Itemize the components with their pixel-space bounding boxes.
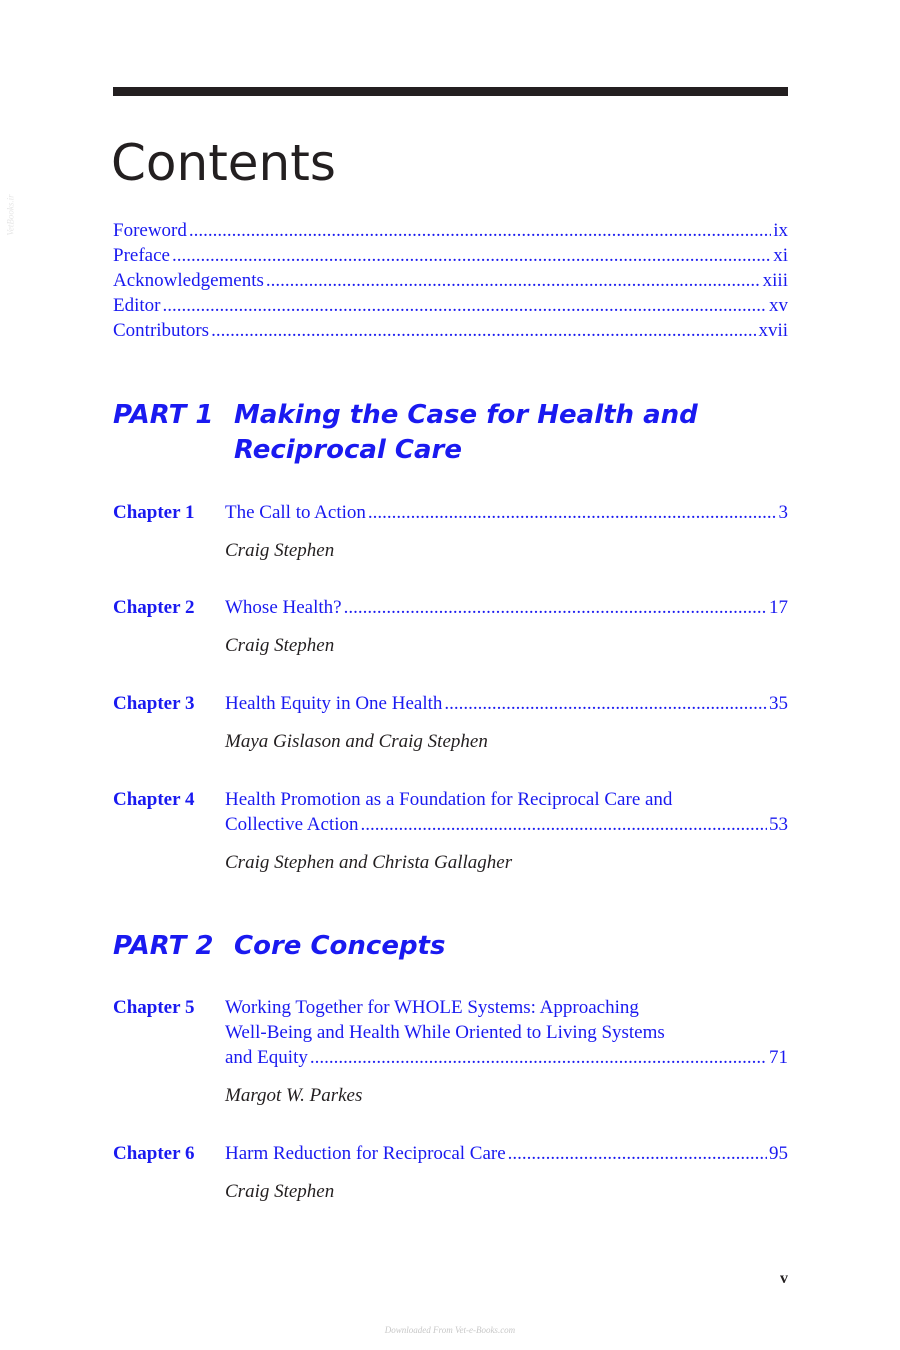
toc-entry-preface[interactable] bbox=[113, 243, 788, 268]
chapter-title: The Call to Action bbox=[225, 502, 366, 523]
dot-leader bbox=[368, 500, 777, 525]
chapter-title-line: Well-Being and Health While Oriented to Living Systems bbox=[225, 1022, 665, 1043]
part-heading-2[interactable] bbox=[113, 929, 788, 964]
part-label: PART 2 bbox=[113, 931, 214, 961]
chapter-entry-1[interactable] bbox=[113, 500, 788, 563]
toc-entry-label: Preface bbox=[113, 245, 170, 266]
chapter-title-line bbox=[225, 1141, 788, 1166]
part-label: PART 1 bbox=[113, 400, 214, 430]
chapter-title-line bbox=[225, 691, 788, 716]
toc-entry-label: Contributors bbox=[113, 320, 210, 341]
chapter-label: Chapter 2 bbox=[113, 597, 195, 618]
front-matter-list bbox=[113, 218, 788, 343]
toc-entry-editor[interactable] bbox=[113, 293, 788, 318]
chapter-page-number: 17 bbox=[769, 597, 788, 618]
chapter-authors: Craig Stephen bbox=[225, 540, 335, 561]
chapter-authors: Craig Stephen and Christa Gallagher bbox=[225, 852, 513, 873]
dot-leader bbox=[444, 691, 767, 716]
chapter-page-number: 71 bbox=[769, 1047, 788, 1068]
chapter-label: Chapter 5 bbox=[113, 997, 195, 1018]
page-folio: v bbox=[780, 1270, 788, 1287]
chapter-page-number: 53 bbox=[769, 814, 788, 835]
chapter-entry-3[interactable] bbox=[113, 691, 788, 754]
chapter-entry-2[interactable] bbox=[113, 595, 788, 658]
chapter-authors: Maya Gislason and Craig Stephen bbox=[225, 731, 488, 752]
dot-leader bbox=[266, 268, 761, 293]
toc-page-number: xvii bbox=[758, 320, 788, 341]
header-rule bbox=[113, 87, 788, 96]
chapter-label: Chapter 4 bbox=[113, 789, 195, 810]
toc-entry-acknowledgements[interactable] bbox=[113, 268, 788, 293]
toc-entry-label: Editor bbox=[113, 295, 161, 316]
toc-page-number: xiii bbox=[762, 270, 788, 291]
dot-leader bbox=[310, 1045, 767, 1070]
chapter-title-line bbox=[225, 595, 788, 620]
toc-page-number: ix bbox=[773, 220, 788, 241]
bottom-watermark: Downloaded From Vet-e-Books.com bbox=[384, 1325, 516, 1335]
chapter-title-line bbox=[225, 812, 788, 837]
chapter-title-line: Health Promotion as a Foundation for Reciprocal Care and bbox=[225, 789, 673, 810]
chapter-title: and Equity bbox=[225, 1047, 308, 1068]
chapter-title-line bbox=[225, 1045, 788, 1070]
chapter-title: Collective Action bbox=[225, 814, 359, 835]
page-title: Contents bbox=[111, 134, 336, 192]
chapter-title: Harm Reduction for Reciprocal Care bbox=[225, 1143, 506, 1164]
chapter-entry-4[interactable] bbox=[113, 787, 788, 875]
dot-leader bbox=[508, 1141, 767, 1166]
chapter-entry-5[interactable] bbox=[113, 995, 788, 1108]
chapter-title: Health Equity in One Health bbox=[225, 693, 443, 714]
chapter-label: Chapter 1 bbox=[113, 502, 195, 523]
part-title-line: Reciprocal Care bbox=[234, 435, 462, 465]
chapter-authors: Craig Stephen bbox=[225, 1181, 335, 1202]
toc-entry-foreword[interactable] bbox=[113, 218, 788, 243]
chapter-authors: Margot W. Parkes bbox=[225, 1085, 363, 1106]
part-title-line: Core Concepts bbox=[234, 931, 446, 961]
toc-entry-contributors[interactable] bbox=[113, 318, 788, 343]
part-title-line: Making the Case for Health and bbox=[234, 400, 698, 430]
dot-leader bbox=[344, 595, 767, 620]
chapter-page-number: 35 bbox=[769, 693, 788, 714]
chapter-label: Chapter 6 bbox=[113, 1143, 195, 1164]
dot-leader bbox=[361, 812, 767, 837]
dot-leader bbox=[189, 218, 771, 243]
chapter-page-number: 95 bbox=[769, 1143, 788, 1164]
chapter-entry-6[interactable] bbox=[113, 1141, 788, 1204]
chapter-title-line bbox=[225, 500, 788, 525]
toc-page-number: xi bbox=[773, 245, 788, 266]
chapter-authors: Craig Stephen bbox=[225, 635, 335, 656]
chapter-label: Chapter 3 bbox=[113, 693, 195, 714]
dot-leader bbox=[211, 318, 756, 343]
part-heading-1[interactable] bbox=[113, 398, 788, 468]
toc-page-number: xv bbox=[769, 295, 788, 316]
toc-entry-label: Acknowledgements bbox=[113, 270, 264, 291]
chapter-title-line: Working Together for WHOLE Systems: Approaching bbox=[225, 997, 639, 1018]
side-watermark: VetBooks.ir bbox=[5, 194, 16, 236]
chapter-title: Whose Health? bbox=[225, 597, 342, 618]
toc-entry-label: Foreword bbox=[113, 220, 187, 241]
dot-leader bbox=[163, 293, 768, 318]
chapter-page-number: 3 bbox=[778, 502, 788, 523]
dot-leader bbox=[172, 243, 771, 268]
